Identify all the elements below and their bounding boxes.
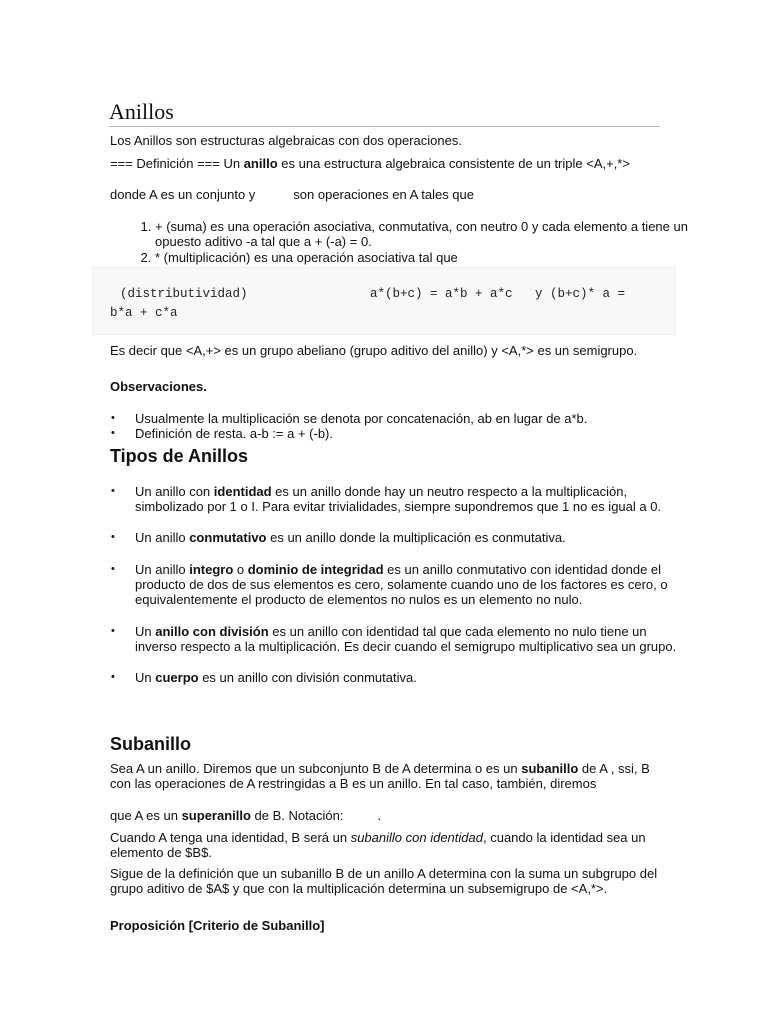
definition-prefix: === Definición === Un	[110, 156, 244, 171]
list-item	[135, 670, 687, 685]
paragraph-text: que A es un	[110, 808, 182, 823]
subanillo-paragraph-3	[110, 830, 662, 860]
intro-paragraph: Los Anillos son estructuras algebraicas con dos operaciones.	[110, 133, 462, 148]
tipos-heading: Tipos de Anillos	[110, 446, 249, 466]
item-text: es un anillo donde hay un neutro respecto a la multiplicación, simbolizado por 1 o I. Para evitar trivialidades, siempre supondremos que 1 no es igual a 0.	[135, 484, 662, 514]
item-text: es un anillo con identidad tal que cada elemento no nulo tiene un inverso respecto a la multiplicación. Es decir cuando el semigrupo multiplicativo sea un grupo.	[135, 624, 677, 654]
item-text: o	[233, 562, 248, 577]
code-label: (distributividad)	[120, 287, 248, 301]
definition-paragraph	[110, 156, 662, 171]
observaciones-heading-text: Observaciones.	[110, 379, 207, 394]
item-term: anillo con división	[155, 624, 269, 639]
list-item	[135, 484, 687, 514]
where-part2: son operaciones en A tales que	[293, 187, 474, 202]
item-term: cuerpo	[155, 670, 199, 685]
paragraph-text: de A , ssi, B con las operaciones de A restringidas a B es un anillo. En tal caso, también, diremos	[110, 761, 650, 791]
paragraph-term: superanillo	[181, 808, 251, 823]
paragraph-text: Cuando A tenga una identidad, B será un	[110, 830, 351, 845]
item-term: integro	[189, 562, 234, 577]
paragraph-emphasis: subanillo con identidad	[350, 830, 483, 845]
list-item: • Definición de resta. a-b := a + (-b).	[135, 426, 687, 441]
definition-term: anillo	[243, 156, 278, 171]
list-item: 1. + (suma) es una operación asociativa, conmutativa, con neutro 0 y cada elemento a tiene un opuesto aditivo -a tal que a + (-a) = 0.	[155, 219, 707, 249]
subanillo-paragraph-2	[110, 808, 662, 823]
paragraph-term: subanillo	[521, 761, 579, 776]
paragraph-text: .	[377, 808, 382, 823]
code-formula: a*(b+c) = a*b + a*c y (b+c)* a =	[370, 287, 626, 301]
item-text: Un anillo	[135, 562, 190, 577]
item-term: dominio de integridad	[247, 562, 384, 577]
item-text: es un anillo conmutativo con identidad donde el producto de dos de sus elementos es cero, solamente cuando uno de los factores es cero, o equivalentemente el producto de elementos no nulos es un elemento no nulo.	[135, 562, 668, 607]
list-item	[135, 562, 687, 607]
item-text: Un	[135, 624, 156, 639]
where-paragraph	[110, 187, 662, 202]
item-text: Un anillo con	[135, 484, 214, 499]
paragraph-text: de B. Notación:	[250, 808, 344, 823]
list-item	[135, 624, 687, 654]
subanillo-heading: Subanillo	[110, 734, 191, 754]
subanillo-paragraph-1	[110, 761, 662, 791]
item-term: conmutativo	[189, 530, 267, 545]
page-title: Anillos	[109, 98, 660, 127]
item-text: Un	[135, 670, 156, 685]
paragraph-text: , cuando la identidad sea un elemento de $B$.	[110, 830, 646, 860]
code-block	[92, 267, 676, 335]
subanillo-paragraph-4: Sigue de la definición que un subanillo B de un anillo A determina con la suma un subgrupo del grupo aditivo de $A$ y que con la multiplicación determina un subsemigrupo de <A,*>.	[110, 866, 658, 896]
observaciones-heading	[110, 379, 662, 394]
definition-suffix: es una estructura algebraica consistente de un triple <A,+,*>	[277, 156, 630, 171]
paragraph-text: Sea A un anillo. Diremos que un subconjunto B de A determina o es un	[110, 761, 522, 776]
proposicion-text: Proposición [Criterio de Subanillo]	[110, 918, 325, 933]
list-item: • Usualmente la multiplicación se denota por concatenación, ab en lugar de a*b.	[135, 411, 687, 426]
where-part1: donde A es un conjunto y	[110, 187, 256, 202]
proposicion-heading	[110, 918, 662, 933]
operations-list	[110, 219, 707, 266]
item-text: es un anillo con división conmutativa.	[198, 670, 417, 685]
item-text: Un anillo	[135, 530, 190, 545]
observaciones-list	[110, 411, 687, 441]
tipos-list	[110, 484, 687, 685]
list-item: 2. * (multiplicación) es una operación asociativa tal que	[155, 250, 707, 265]
code-continuation: b*a + c*a	[110, 306, 178, 320]
item-term: identidad	[213, 484, 272, 499]
item-text: es un anillo donde la multiplicación es conmutativa.	[266, 530, 566, 545]
es-decir-paragraph: Es decir que <A,+> es un grupo abeliano (grupo aditivo del anillo) y <A,*> es un semigrupo.	[110, 343, 638, 358]
list-item	[135, 530, 687, 545]
